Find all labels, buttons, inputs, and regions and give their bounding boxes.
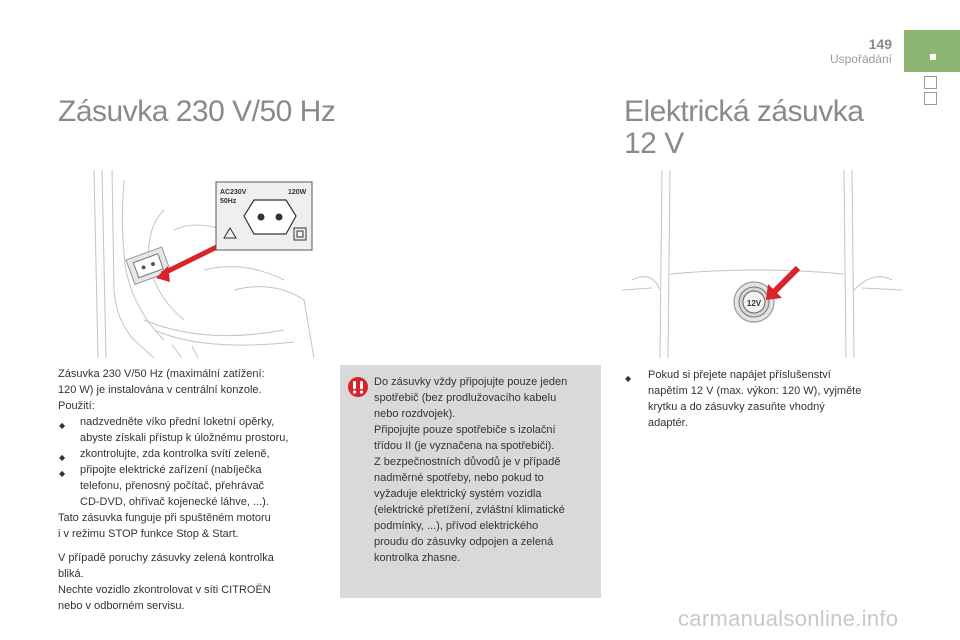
section-tab[interactable] — [924, 76, 937, 89]
power-label: 120W — [288, 189, 307, 196]
paragraph-line: i v režimu STOP funkce Stop & Start. — [58, 528, 239, 540]
bullet-line: napětím 12 V (max. výkon: 120 W), vyjměte — [648, 385, 862, 397]
warning-line: nadměrné spotřeby, nebo pokud to — [374, 472, 544, 484]
warning-icon — [348, 377, 368, 397]
bullet-line: telefonu, přenosný počítač, přehrávač — [80, 480, 265, 492]
warning-line: podmínky, ...), přívod elektrického — [374, 520, 539, 532]
page-number: 149 — [868, 36, 892, 52]
bullet-line: abyste získali přístup k úložnému prostoru, — [80, 432, 289, 444]
section-tab[interactable] — [924, 92, 937, 105]
voltage-label: AC230V — [220, 189, 247, 196]
paragraph-line: Tato zásuvka funguje při spuštěném motoru — [58, 512, 271, 524]
section-tab-active[interactable] — [904, 30, 960, 72]
warning-line: spotřebič (bez prodlužovacího kabelu — [374, 392, 557, 404]
socket-12v-label: 12V — [746, 299, 762, 308]
warning-line: vyžaduje elektrický systém vozidla — [374, 488, 542, 500]
bullet-line: Pokud si přejete napájet příslušenství — [648, 369, 831, 381]
warning-line: Z bezpečnostních důvodů je v případě — [374, 456, 561, 468]
bullet-line: adaptér. — [648, 417, 688, 429]
paragraph-line: 120 W) je instalována v centrální konzole. — [58, 384, 262, 396]
tab-marker-icon — [930, 54, 936, 60]
section-name: Uspořádání — [829, 52, 892, 66]
warning-line: Do zásuvky vždy připojujte pouze jeden — [374, 376, 568, 388]
bullet-line: CD-DVD, ohřívač kojenecké láhve, ...). — [80, 496, 269, 508]
paragraph-line: nebo v odborném servisu. — [58, 600, 185, 612]
warning-line: třídou II (je vyznačena na spotřebiči). — [374, 440, 555, 452]
bullet-line: krytku a do zásuvky zasuňte vhodný — [648, 401, 825, 413]
frequency-label: 50Hz — [220, 198, 237, 205]
paragraph-line: Nechte vozidlo zkontrolovat v síti CITROËN — [58, 584, 271, 596]
paragraph-line: Použití: — [58, 400, 95, 412]
warning-line: proudu do zásuvky odpojen a zelená — [374, 536, 554, 548]
bullet-icon: ◆ — [59, 453, 66, 462]
page-title-230v: Zásuvka 230 V/50 Hz — [58, 95, 336, 128]
warning-line: (elektrické přetížení, zvláštní klimatické — [374, 504, 565, 516]
bullet-line: nadzvedněte víko přední loketní opěrky, — [80, 416, 275, 428]
warning-line: Připojujte pouze spotřebiče s izolační — [374, 424, 556, 436]
bullet-line: připojte elektrické zařízení (nabíječka — [80, 464, 262, 476]
paragraph-line: bliká. — [58, 568, 84, 580]
bullet-icon: ◆ — [59, 469, 66, 478]
watermark: carmanualsonline.info — [678, 606, 899, 631]
page-title-12v-line1: Elektrická zásuvka — [624, 95, 864, 128]
warning-line: nebo rozdvojek). — [374, 408, 456, 420]
console-socket-illustration — [84, 170, 322, 358]
page-title-12v-line2: 12 V — [624, 127, 684, 160]
bullet-icon: ◆ — [59, 421, 66, 430]
bullet-line: zkontrolujte, zda kontrolka svítí zeleně, — [80, 448, 270, 460]
paragraph-line: Zásuvka 230 V/50 Hz (maximální zatížení: — [58, 368, 265, 380]
warning-line: kontrolka zhasne. — [374, 552, 461, 564]
bullet-icon: ◆ — [625, 374, 632, 383]
socket-12v-illustration — [612, 170, 906, 358]
paragraph-line: V případě poruchy zásuvky zelená kontrolka — [58, 552, 274, 564]
